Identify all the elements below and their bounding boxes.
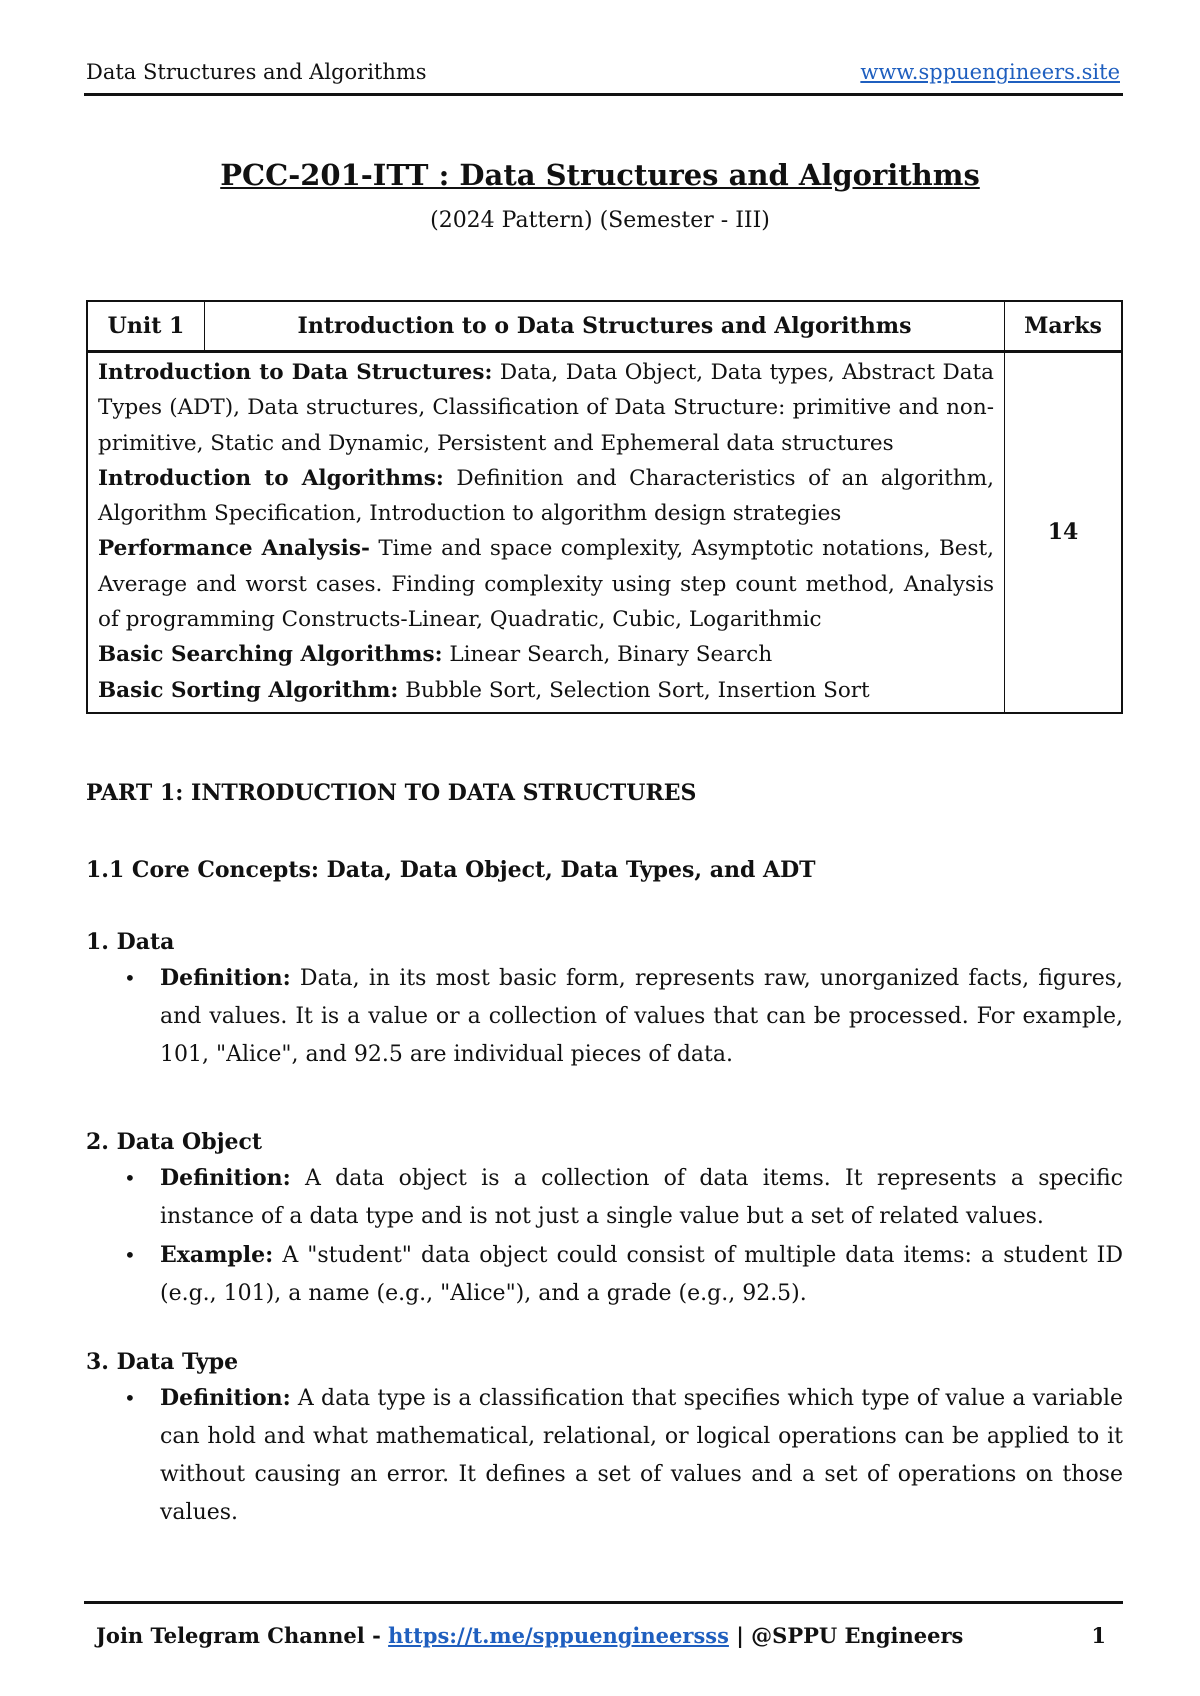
item-text: A "student" data object could consist of multiple data items: a student ID (e.g., 101), a name (e.g., "Alice"), and a grade (e.g., 92.5). [160,1243,1123,1306]
item-label: Definition: [160,1385,291,1411]
topic-label: Performance Analysis- [98,536,370,562]
bullet-icon: • [124,1166,136,1190]
telegram-link[interactable]: https://t.me/sppuengineersss [388,1623,729,1648]
topic-label: Introduction to Algorithms: [98,465,444,491]
footer-divider [84,1601,1123,1604]
topic-label: Basic Searching Algorithms: [98,642,443,668]
section-data [86,925,1123,1074]
syllabus-topic [98,673,994,708]
list-item [86,1159,1123,1236]
topic-label: Basic Sorting Algorithm: [98,677,399,703]
bullet-icon: • [124,966,136,990]
section-heading: 2. Data Object [86,1129,263,1155]
unit-header: Unit 1 [87,301,205,352]
marks-header: Marks [1005,301,1123,352]
document-title: PCC-201-ITT : Data Structures and Algorithms [220,158,980,192]
header-divider [84,93,1123,96]
item-label: Definition: [160,1165,291,1191]
header-title: Data Structures and Algorithms [86,60,427,84]
item-label: Example: [160,1242,274,1268]
part-heading: PART 1: INTRODUCTION TO DATA STRUCTURES [86,780,697,806]
marks-value: 14 [1005,352,1123,713]
section-heading: 1. Data [86,929,175,955]
document-subtitle: (2024 Pattern) (Semester - III) [430,208,770,233]
syllabus-topic [98,531,994,637]
topic-text: Time and space complexity, Asymptotic notations, Best, Average and worst cases. Finding complexity using step count method, Analysis of programming Constructs-Linear, Quadratic, Cubic, Logarithmic [98,536,994,633]
unit-title-header: Introduction to o Data Structures and Algorithms [205,301,1005,352]
syllabus-content-cell [87,352,1005,713]
topic-text: Definition and Characteristics of an algorithm, Algorithm Specification, Introduction to algorithm design strategies [98,465,994,527]
footer-prefix: Join Telegram Channel - [96,1623,389,1648]
footer-text [96,1622,963,1650]
list-item [86,1379,1123,1532]
bullet-list [86,959,1123,1074]
section-data-type [86,1345,1123,1532]
table-header-row [87,301,1122,352]
header-site-link[interactable]: www.sppuengineers.site [860,60,1120,84]
item-label: Definition: [160,965,291,991]
topic-text: Data, Data Object, Data types, Abstract Data Types (ADT), Data structures, Classification of Data Structure: primitive and non-primitive, Static and Dynamic, Persistent and Ephemeral data structures [98,360,994,456]
footer-suffix: | @SPPU Engineers [728,1623,964,1648]
item-text: Data, in its most basic form, represents raw, unorganized facts, figures, and values. It is a value or a collection of values that can be processed. For example, 101, "Alice", and 92.5 are individual pieces of data. [160,966,1123,1067]
topic-text: Bubble Sort, Selection Sort, Insertion Sort [398,677,870,703]
item-text: A data type is a classification that specifies which type of value a variable can hold and what mathematical, relational, or logical operations can be applied to it without causing an error. It defines a set of values and a set of operations on those values. [160,1386,1123,1525]
bullet-icon: • [124,1386,136,1410]
subsection-heading: 1.1 Core Concepts: Data, Data Object, Data Types, and ADT [86,857,816,883]
syllabus-topic [98,637,994,672]
section-data-object [86,1125,1123,1313]
item-text: A data object is a collection of data items. It represents a specific instance of a data type and is not just a single value but a set of related values. [160,1166,1123,1229]
bullet-list [86,1379,1123,1532]
page-number: 1 [1091,1623,1106,1648]
bullet-icon: • [124,1243,136,1267]
syllabus-topic [98,461,994,532]
page-footer [96,1622,1106,1650]
list-item [86,959,1123,1074]
page-header [86,58,1120,86]
syllabus-table [86,300,1123,714]
bullet-list [86,1159,1123,1313]
section-heading: 3. Data Type [86,1349,239,1375]
table-row [87,352,1122,713]
topic-text: Linear Search, Binary Search [442,642,773,668]
syllabus-topic [98,355,994,461]
list-item [86,1236,1123,1313]
topic-label: Introduction to Data Structures: [98,360,493,385]
